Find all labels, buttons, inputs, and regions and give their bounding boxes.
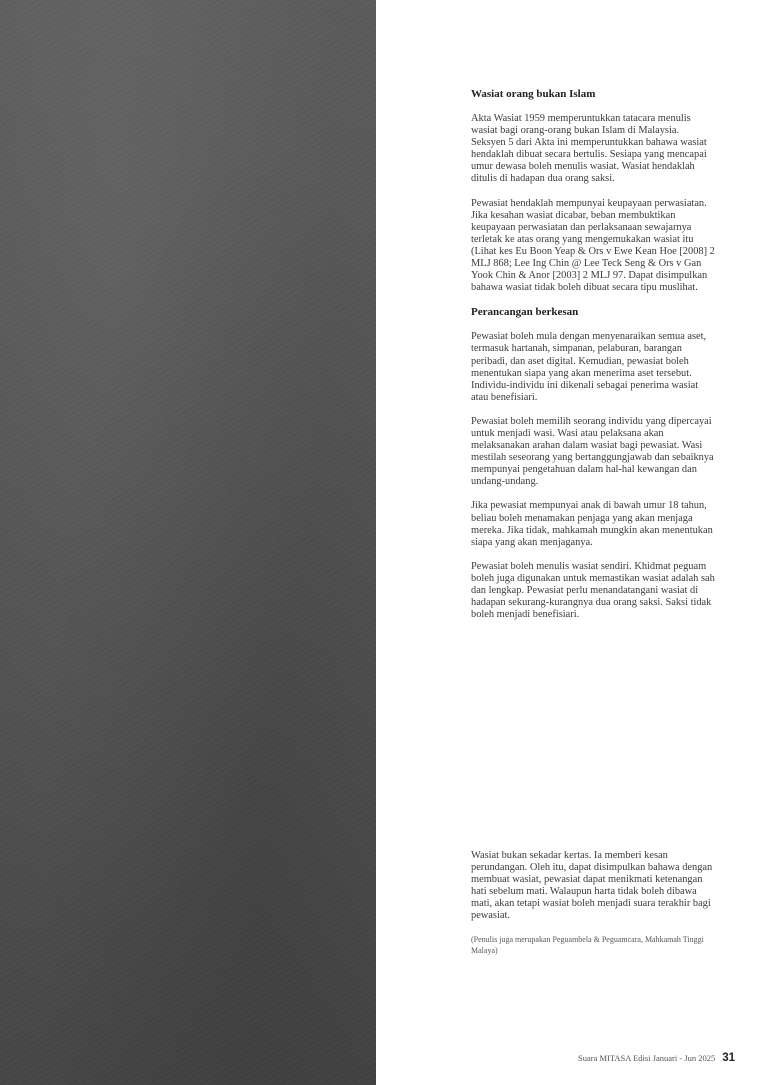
author-note: (Penulis juga merupakan Peguambela & Peguamcara, Mahkamah Tinggi Malaya) <box>471 934 704 955</box>
paragraph: Jika pewasiat mempunyai anak di bawah umur 18 tahun, beliau boleh menamakan penjaga yang akan menjaga mereka. Jika tidak, mahkamah mungkin akan menentukan siapa yang akan menjaganya. <box>471 500 713 548</box>
article-body <box>471 88 716 621</box>
paragraph: Pewasiat boleh menulis wasiat sendiri. Khidmat peguam boleh juga digunakan untuk memastikan wasiat adalah sah dan lengkap. Pewasiat perlu menandatangani wasiat di hadapan sekurang-kurangnya dua orang saksi. Saksi tidak boleh menjadi benefisiari. <box>471 560 715 621</box>
section-heading-non-muslim-wills: Wasiat orang bukan Islam <box>471 88 596 100</box>
paragraph: Pewasiat hendaklah mempunyai keupayaan perwasiatan. Jika kesahan wasiat dicabar, beban membuktikan keupayaan perwasiatan dan perlaksanaan sewajarnya terletak ke atas orang yang mengemukakan wasiat itu (Lihat kes Eu Boon Yeap & Ors v Ewe Kean Hoe [2008] 2 MLJ 868; Lee Ing Chin @ Lee Teck Seng & Ors v Gan Yook Chin & Anor [2003] 2 MLJ 97. Dapat disimpulkan bahawa wasiat tidak boleh dibuat secara tipu muslihat. <box>471 197 715 294</box>
paragraph: Pewasiat boleh mula dengan menyenaraikan semua aset, termasuk hartanah, simpanan, pelaburan, barangan peribadi, dan aset digital. Kemudian, pewasiat boleh menentukan siapa yang akan menerima aset tersebut. Individu-individu ini dikenali sebagai penerima wasiat atau benefisiari. <box>471 331 707 403</box>
background-texture-panel <box>0 0 376 1085</box>
paragraph: Akta Wasiat 1959 memperuntukkan tatacara menulis wasiat bagi orang-orang bukan Islam di Malaysia. Seksyen 5 dari Akta ini memperuntukkan bahawa wasiat hendaklah dibuat secara bertulis. Sesiapa yang mencapai umur dewasa boleh menulis wasiat. Wasiat hendaklah ditulis di hadapan dua orang saksi. <box>471 113 707 185</box>
closing-section <box>471 850 716 956</box>
section-heading-effective-planning: Perancangan berkesan <box>471 306 579 319</box>
closing-paragraph: Wasiat bukan sekadar kertas. Ia memberi kesan perundangan. Oleh itu, dapat disimpulkan bahawa dengan membuat wasiat, pewasiat dapat menikmati ketenangan hati sebelum mati. Walaupun harta tidak boleh dibawa mati, akan tetapi wasiat boleh menjadi suara terakhir bagi pewasiat. <box>471 850 713 922</box>
magazine-edition: Suara MITASA Edisi Januari - Jun 2025 <box>578 1053 716 1063</box>
paragraph: Pewasiat boleh memilih seorang individu yang dipercayai untuk menjadi wasi. Wasi atau pelaksana akan melaksanakan arahan dalam wasiat bagi pewasiat. Wasi mestilah seseorang yang bertanggungjawab dan sebaiknya mempunyai pengetahuan dalam hal-hal kewangan dan undang-undang. <box>471 415 714 488</box>
page-footer <box>578 1052 735 1064</box>
page-number: 31 <box>722 1052 735 1064</box>
